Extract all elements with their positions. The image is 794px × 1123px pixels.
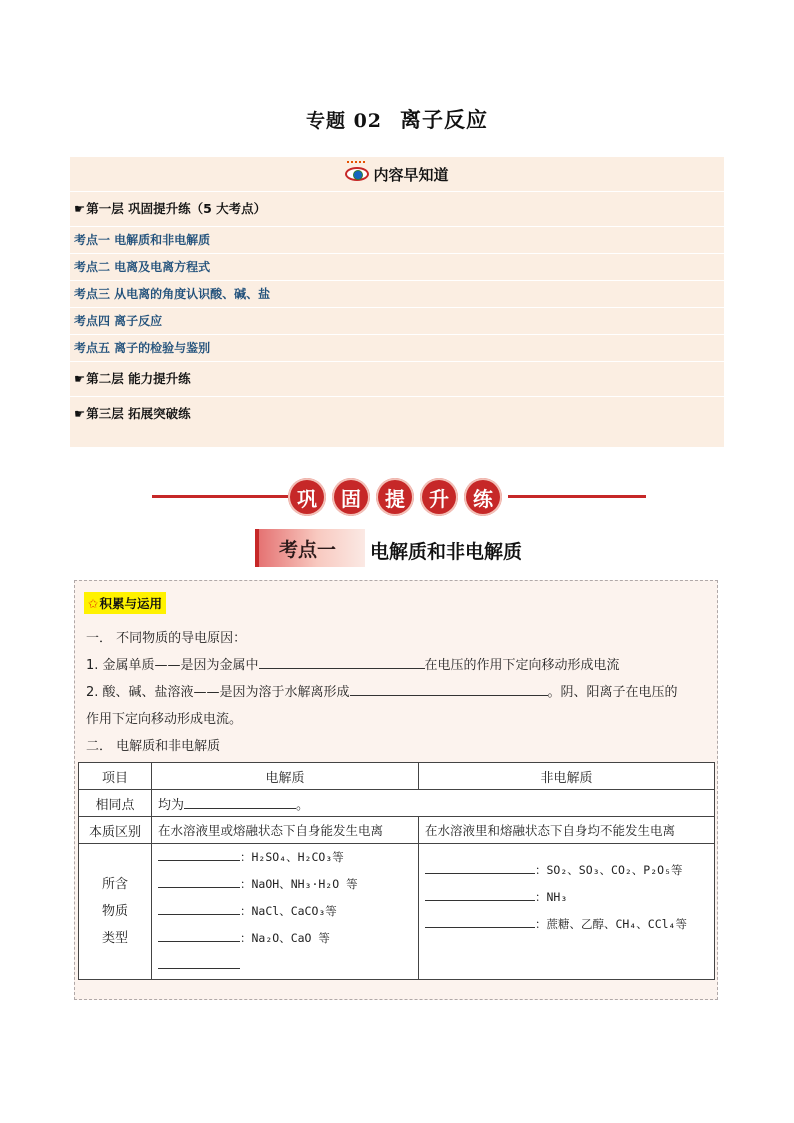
accumulate-badge [84,592,166,614]
table-cell: 本质区别 [79,817,152,844]
table-cell [79,844,152,980]
item-text: ：NaCl、CaCO₃等 [240,904,337,918]
same-text: 均为 [158,797,185,813]
banner-char: 巩 [288,478,326,516]
toc-layer-2-label: 第二层 能力提升练 [86,371,191,386]
title-number: 专题 02 [305,110,383,132]
electrolyte-table [78,762,715,980]
heading-2: 二． 电解质和非电解质 [86,739,221,754]
list-item [425,884,708,911]
toc-point-4[interactable]: 考点四 离子反应 [70,308,724,335]
item-text: ：SO₂、SO₃、CO₂、P₂O₅等 [535,863,683,877]
toc-box [70,157,724,447]
blank-field[interactable] [158,848,240,861]
blank-field[interactable] [158,902,240,915]
table-row [79,790,715,817]
line-3: 作用下定向移动形成电流。 [86,712,243,727]
same-end: 。 [296,797,310,813]
table-cell [419,844,715,980]
blank-field[interactable] [158,956,240,969]
banner-char: 固 [332,478,370,516]
list-item [425,911,708,938]
item-text: ：蔗糖、乙醇、CH₄、CCl₄等 [535,917,687,931]
table-header: 非电解质 [419,763,715,790]
item-text: ：NH₃ [535,890,568,904]
item-text: ：NaOH、NH₃·H₂O 等 [240,877,358,891]
types-label: 物质 [101,904,128,919]
toc-point-2[interactable]: 考点二 电离及电离方程式 [70,254,724,281]
blank-field[interactable] [184,796,296,809]
blank-field[interactable] [425,915,535,928]
section-banner [288,478,502,516]
blank-field[interactable] [425,861,535,874]
table-cell [152,844,419,980]
table-row [79,844,715,980]
pointing-hand-icon: ☛ [74,371,86,386]
toc-layer-1-label: 第一层 巩固提升练（5 大考点） [86,201,267,216]
pointing-hand-icon: ☛ [74,201,86,216]
blank-field[interactable] [350,683,548,696]
table-header: 项目 [79,763,152,790]
line-1-text-a: 1. 金属单质——是因为金属中 [86,658,259,673]
types-label: 所含 [101,877,128,892]
star-icon: ✩ [88,596,99,611]
toc-layer-1[interactable] [70,192,724,227]
blank-field[interactable] [425,888,535,901]
banner-line-right [508,495,646,498]
line-2-text-a: 2. 酸、碱、盐溶液——是因为溶于水解离形成 [86,685,350,700]
toc-point-5[interactable]: 考点五 离子的检验与鉴别 [70,335,724,362]
line-2 [86,681,678,700]
banner-char: 升 [420,478,458,516]
line-1 [86,654,620,673]
title-text: 离子反应 [400,108,489,132]
list-item [158,898,412,925]
toc-layer-3-label: 第三层 拓展突破练 [86,406,191,421]
heading-1: 一． 不同物质的导电原因： [86,631,247,646]
kaodian-tag: 考点一 [255,529,365,567]
table-cell: 相同点 [79,790,152,817]
eye-icon [345,167,369,181]
badge-label: 积累与运用 [99,596,162,611]
list-item [425,857,708,884]
table-cell: 在水溶液里和熔融状态下自身均不能发生电离 [419,817,715,844]
pointing-hand-icon: ☛ [74,406,86,421]
list-item [158,952,412,979]
blank-field[interactable] [158,929,240,942]
table-row [79,817,715,844]
table-cell [152,790,715,817]
banner-char: 提 [376,478,414,516]
toc-header [70,157,724,192]
toc-layer-3[interactable] [70,397,724,431]
toc-layer-2[interactable] [70,362,724,397]
list-item [158,925,412,952]
line-1-text-b: 在电压的作用下定向移动形成电流 [424,658,620,673]
toc-point-1[interactable]: 考点一 电解质和非电解质 [70,227,724,254]
blank-field[interactable] [158,875,240,888]
blank-field[interactable] [259,656,425,669]
line-2-text-b: 。阴、阳离子在电压的 [547,685,678,700]
toc-point-3[interactable]: 考点三 从电离的角度认识酸、碱、盐 [70,281,724,308]
banner-char: 练 [464,478,502,516]
list-item [158,844,412,871]
table-header: 电解质 [152,763,419,790]
types-label: 类型 [101,931,128,946]
banner-line-left [152,495,288,498]
toc-heading: 内容早知道 [373,165,449,184]
kaodian-title: 电解质和非电解质 [370,541,523,563]
page-title [0,104,794,134]
item-text: ：Na₂O、CaO 等 [240,931,330,945]
list-item [158,871,412,898]
item-text: ：H₂SO₄、H₂CO₃等 [240,850,344,864]
table-cell: 在水溶液里或熔融状态下自身能发生电离 [152,817,419,844]
table-row [79,763,715,790]
